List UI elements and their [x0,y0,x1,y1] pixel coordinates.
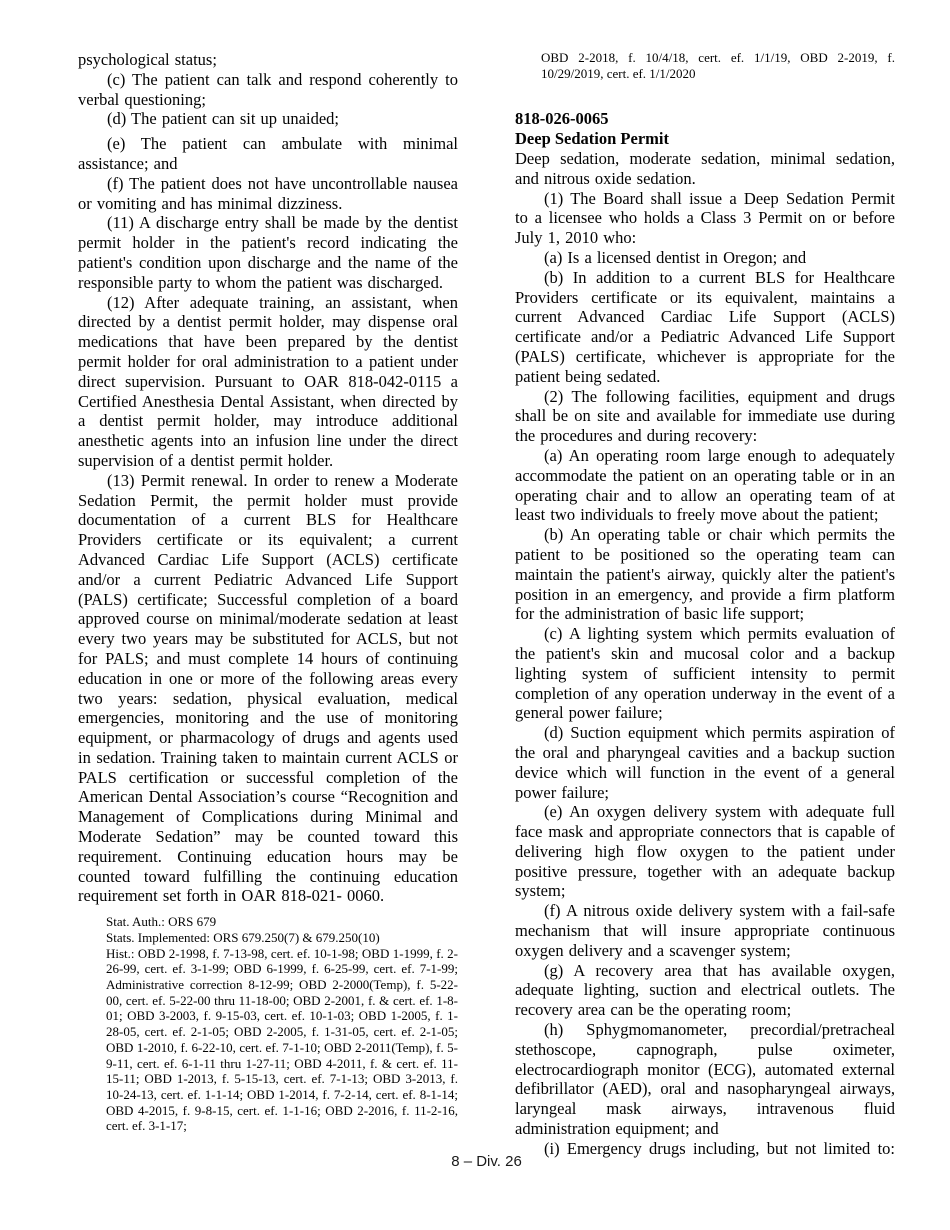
two-column-layout [78,50,895,1159]
para-11: (11) A discharge entry shall be made by the dentist permit holder in the patient's record indicating the patient's condition upon discharge and the name of the responsible party to whom the patient was discharged. [78,213,458,292]
para-f: (f) The patient does not have uncontrollable nausea or vomiting and has minimal dizziness. [78,173,458,213]
rule-title: Deep Sedation Permit [515,129,669,149]
page-number: 8 – Div. 26 [451,1153,522,1170]
rule-number: 818-026-0065 [515,109,609,129]
history-continuation-block [515,50,895,81]
para-2h: (h) Sphygmomanometer, precordial/pretracheal stethoscope, capnograph, pulse oximeter, electrocardiograph monitor (ECG), automated external defibrillator (AED), oral and nasopharyngeal airways, laryngeal mask airways, intravenous fluid administration equipment; and [515,1020,895,1139]
stats-implemented-line: Stats. Implemented: ORS 679.250(7) & 679.250(10) [106,929,380,945]
para-2c: (c) A lighting system which permits evaluation of the patient's skin and mucosal color and a backup lighting system of sufficient intensity to permit completion of any operation underway in the event of a general power failure; [515,624,895,723]
para-e: (e) The patient can ambulate with minimal assistance; and [78,134,458,173]
history-line: Hist.: OBD 2-1998, f. 7-13-98, cert. ef. 10-1-98; OBD 1-1999, f. 2-26-99, cert. ef. 3-1-99; OBD 6-1999, f. 6-25-99, cert. ef. 7-1-99; Administrative correction 8-12-99; OBD 2-2000(Temp), f. 5-22-00, cert. ef. 5-22-00 thru 11-18-00; OBD 2-2001, f. & cert. ef. 1-8-01; OBD 3-2003, f. 9-15-03, cert. ef. 10-1-03; OBD 1-2005, f. 1-28-05, cert. ef. 2-1-05; OBD 2-2005, f. 1-31-05, cert. ef. 2-1-05; OBD 1-2010, f. 6-22-10, cert. ef. 7-1-10; OBD 2-2011(Temp), f. 5-9-11, cert. ef. 6-1-11 thru 1-27-11; OBD 4-2011, f. & cert. ef. 11-15-11; OBD 1-2013, f. 5-15-13, cert. ef. 7-1-13; OBD 3-2013, f. 10-24-13, cert. ef. 1-1-14; OBD 1-2014, f. 7-2-14, cert. ef. 8-1-14; OBD 4-2015, f. 9-8-15, cert. ef. 1-1-16; OBD 2-2016, f. 11-2-16, cert. ef. 3-1-17; [106,945,458,1134]
para-2d: (d) Suction equipment which permits aspiration of the oral and pharyngeal cavities and a backup suction device which will function in the event of a general power failure; [515,723,895,802]
history-continuation-line: OBD 2-2018, f. 10/4/18, cert. ef. 1/1/19, OBD 2-2019, f. 10/29/2019, cert. ef. 1/1/2020 [541,50,895,81]
left-column [78,50,458,1159]
para-2a: (a) An operating room large enough to adequately accommodate the patient on an operating table or in an operating chair and to allow an operating team of at least two individuals to freely move about the patient; [515,445,895,525]
para-2: (2) The following facilities, equipment and drugs shall be on site and available for immediate use during the procedures and during recovery: [515,386,895,446]
para-1b: (b) In addition to a current BLS for Healthcare Providers certificate or its equivalent, maintains a current Advanced Cardiac Life Support (ACLS) certificate and/or a Pediatric Advanced Life Support (PALS) certificate, whichever is appropriate for the patient being sedated. [515,267,895,386]
para-2b: (b) An operating table or chair which permits the patient to be positioned so the operating team can maintain the patient's airway, quickly alter the patient's position in an emergency, and provide a firm platform for the administration of basic life support; [515,525,895,624]
para-psychological-status: psychological status; [78,50,217,69]
para-13: (13) Permit renewal. In order to renew a Moderate Sedation Permit, the permit holder must provide documentation of a current BLS for Healthcare Providers certificate or its equivalent; a current Advanced Cardiac Life Support (ACLS) certificate and/or a current Pediatric Advanced Life Support (PALS) certificate; Successful completion of a board approved course on minimal/moderate sedation at least every two years may be substituted for ACLS, but not for PALS; and must complete 14 hours of continuing education in one or more of the following areas every two years: sedation, physical evaluation, medical emergencies, monitoring and the use of monitoring equipment, or pharmacology of drugs and agents used in sedation. Training taken to maintain current ACLS or PALS certification or successful completion of the American Dental Association’s course “Recognition and Management of Complications during Minimal and Moderate Sedation” may be counted toward this requirement. Continuing education hours may be counted toward fulfilling the continuing education requirement set forth in OAR 818-021- 0060. [78,470,458,906]
para-2g: (g) A recovery area that has available oxygen, adequate lighting, suction and electrical outlets. The recovery area can be the operating room; [515,960,895,1020]
para-2e: (e) An oxygen delivery system with adequate full face mask and appropriate connectors that is capable of delivering high flow oxygen to the patient under positive pressure, together with an adequate backup system; [515,802,895,901]
para-d: (d) The patient can sit up unaided; [107,109,339,129]
para-2f: (f) A nitrous oxide delivery system with a fail-safe mechanism that will insure appropriate continuous oxygen delivery and a scavenger system; [515,901,895,960]
para-12: (12) After adequate training, an assistant, when directed by a dentist permit holder, may dispense oral medications that have been prepared by the dentist permit holder for oral administration to a patient under direct supervision. Pursuant to OAR 818-042-0115 a Certified Anesthesia Dental Assistant, when directed by a dentist permit holder, may introduce additional anesthetic agents into an infusion line under the direct supervision of a dentist permit holder. [78,292,458,470]
para-rule-summary: Deep sedation, moderate sedation, minimal sedation, and nitrous oxide sedation. [515,149,895,188]
para-1a: (a) Is a licensed dentist in Oregon; and [544,247,807,267]
right-column [515,50,895,1159]
para-1: (1) The Board shall issue a Deep Sedation Permit to a licensee who holds a Class 3 Permit on or before July 1, 2010 who: [515,188,895,248]
stat-auth-line: Stat. Auth.: ORS 679 [106,914,217,930]
para-c: (c) The patient can talk and respond coherently to verbal questioning; [78,69,458,109]
citation-block [78,914,458,1134]
para-2i: (i) Emergency drugs including, but not limited to: [544,1138,895,1158]
